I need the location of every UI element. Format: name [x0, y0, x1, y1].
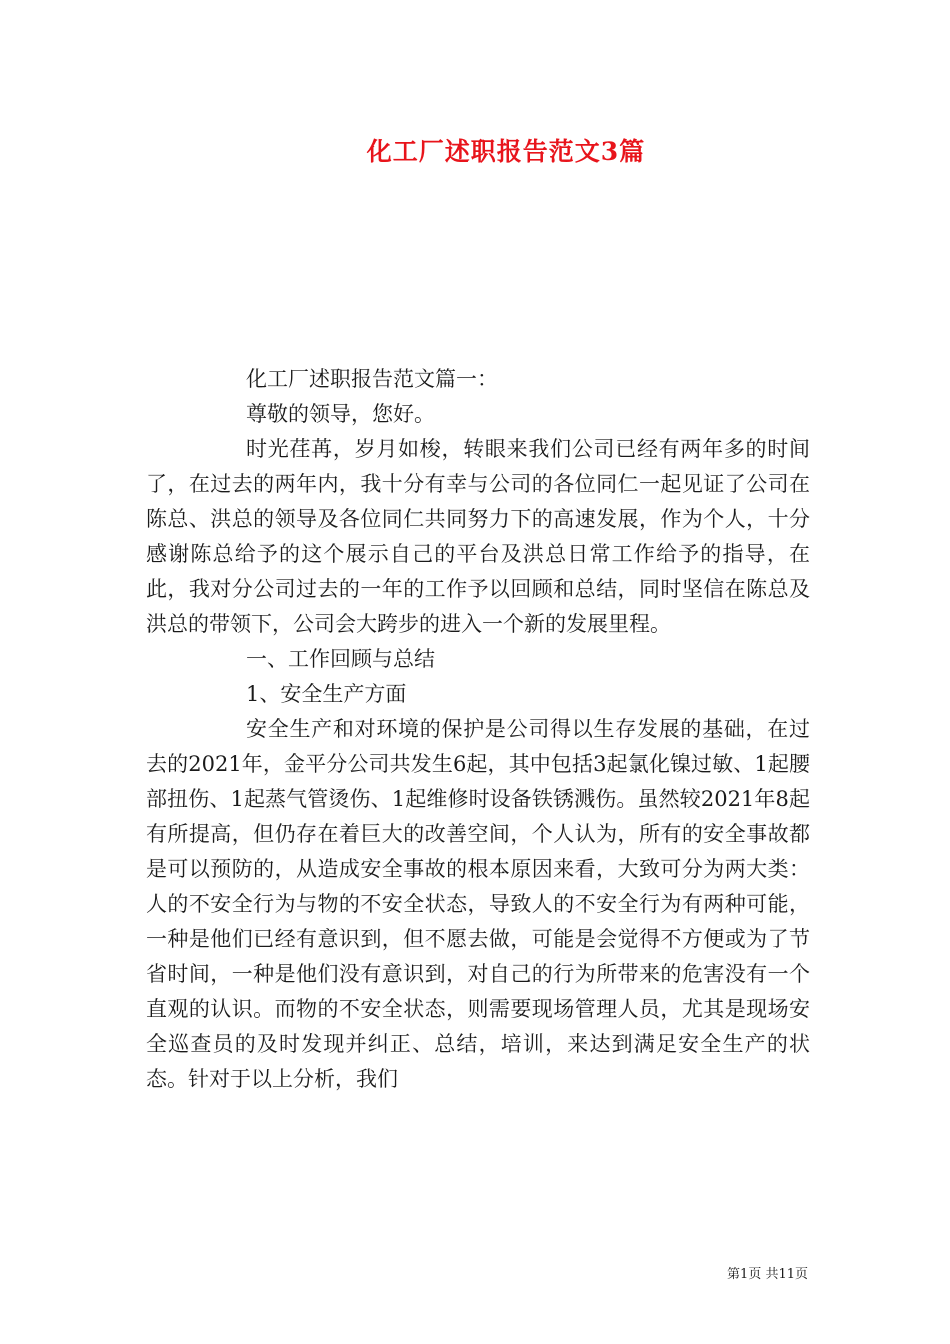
paragraph-safety: 安全生产和对环境的保护是公司得以生存发展的基础，在过去的2021年，金平分公司共发生6起，其中包括3起氯化镍过敏、1起腰部扭伤、1起蒸气管烫伤、1起维修时设备铁锈溅伤。虽然较2021年8起有所提高，但仍存在着巨大的改善空间，个人认为，所有的安全事故都是可以预防的，从造成安全事故的根本原因来看，大致可分为两大类：人的不安全行为与物的不安全状态，导致人的不安全行为有两种可能，一种是他们已经有意识到，但不愿去做，可能是会觉得不方便或为了节省时间，一种是他们没有意识到，对自己的行为所带来的危害没有一个直观的认识。而物的不安全状态，则需要现场管理人员，尤其是现场安全巡查员的及时发现并纠正、总结，培训，来达到满足安全生产的状态。针对于以上分析，我们 [146, 717, 810, 1091]
document-title: 化工厂述职报告范文3篇 [366, 137, 646, 166]
paragraph-intro: 时光荏苒，岁月如梭，转眼来我们公司已经有两年多的时间了，在过去的两年内，我十分有幸与公司的各位同仁一起见证了公司在陈总、洪总的领导及各位同仁共同努力下的高速发展，作为个人，十分感谢陈总给予的这个展示自己的平台及洪总日常工作给予的指导，在此，我对分公司过去的一年的工作予以回顾和总结，同时坚信在陈总及洪总的带领下，公司会大跨步的进入一个新的发展里程。 [146, 437, 810, 636]
subheading-safety: 1、安全生产方面 [246, 682, 407, 706]
section-heading: 化工厂述职报告范文篇一： [246, 367, 498, 391]
salutation: 尊敬的领导，您好。 [246, 402, 435, 426]
document-body [146, 362, 810, 1097]
subheading-review: 一、工作回顾与总结 [246, 647, 435, 671]
page-number: 第1页 共11页 [727, 1267, 808, 1282]
